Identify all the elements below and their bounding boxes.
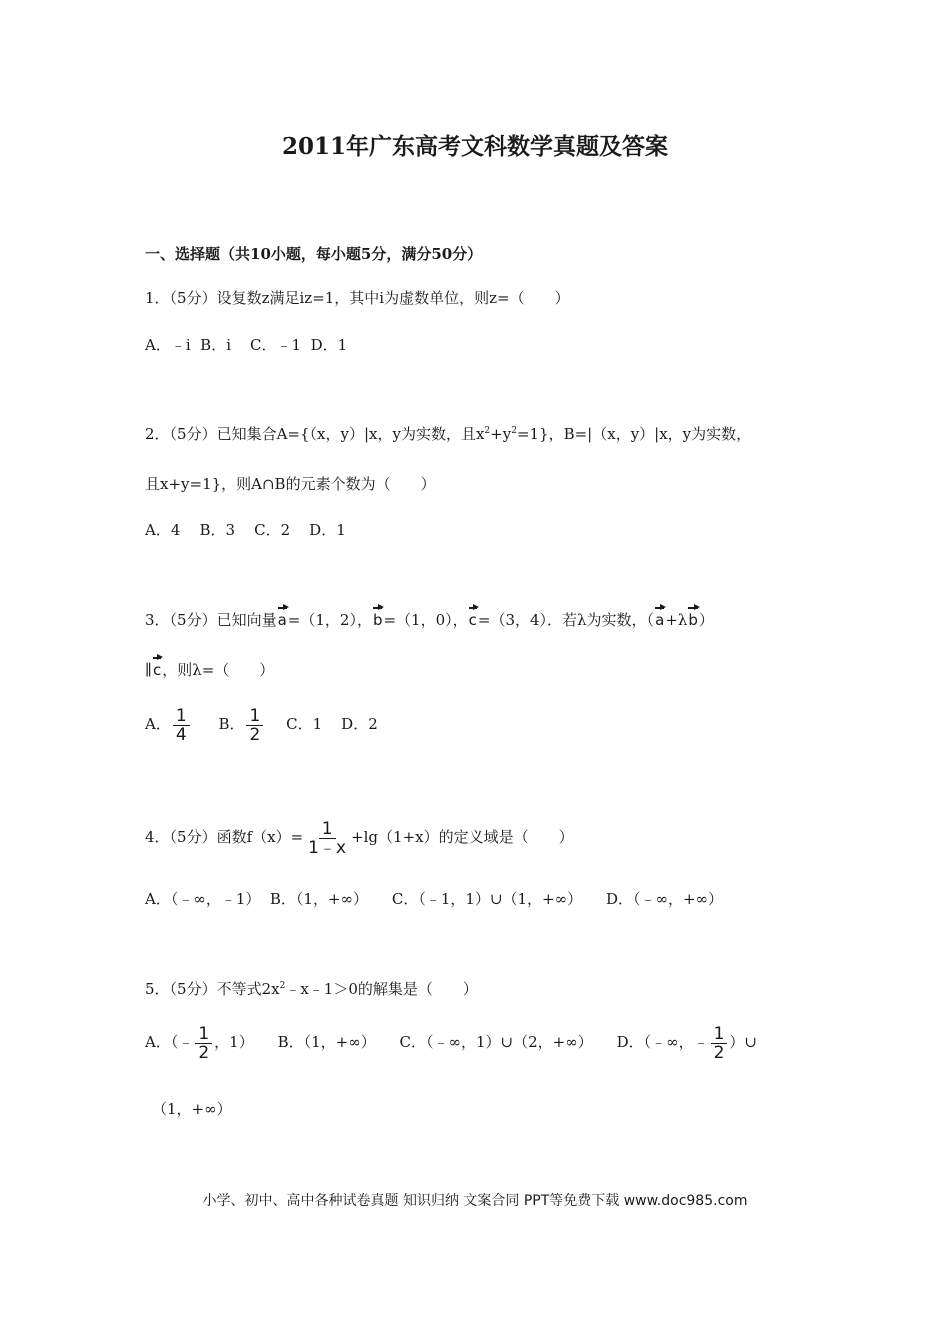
footer-text: 小学、初中、高中各种试卷真题 知识归纳 文案合同 PPT等免费下载 www.doc985.com xyxy=(202,1193,748,1209)
page-title: 2011年广东高考文科数学真题及答案 xyxy=(281,133,668,160)
question-4-options: A．（﹣∞，﹣1） B．（1，+∞） C．（﹣1，1）∪（1，+∞） D．（﹣∞，+∞） xyxy=(145,890,724,908)
vector-c: c xyxy=(469,604,477,630)
fraction-numerator: 1 xyxy=(711,1025,728,1044)
options-c-d: C．1 D．2 xyxy=(286,715,378,733)
option-a-text: A．（﹣ xyxy=(145,1033,194,1051)
option-a-label: A． xyxy=(145,715,171,733)
question-1-options: A．﹣i B．i C．﹣1 D．1 xyxy=(145,336,348,354)
option-a-text: ，1） xyxy=(214,1033,254,1051)
question-2-options: A．4 B．3 C．2 D．1 xyxy=(145,521,346,539)
section-heading: 一、选择题（共10小题，每小题5分，满分50分） xyxy=(145,245,483,263)
fraction-numerator: 1 xyxy=(195,1025,212,1044)
superscript: 2 xyxy=(279,981,286,991)
question-3-text: ，则λ=（ ） xyxy=(162,661,275,679)
question-3-options xyxy=(145,704,378,744)
fraction-numerator: 1 xyxy=(246,707,263,726)
question-2-line2: 且x+y=1}，则A∩B的元素个数为（ ） xyxy=(145,475,436,493)
fraction-denominator: 4 xyxy=(175,724,187,745)
question-4-text: 4．（5分）函数f（x）= xyxy=(145,828,304,846)
superscript: 2 xyxy=(484,426,491,436)
fraction-denominator: 2 xyxy=(713,1042,725,1063)
fraction-one-half xyxy=(711,1025,728,1062)
question-3 xyxy=(145,604,714,630)
option-d-text: ）∪ xyxy=(729,1033,757,1051)
question-5-text: 5．（5分）不等式2x xyxy=(145,980,280,998)
vector-c: c xyxy=(153,654,161,680)
fraction-denominator: 2 xyxy=(198,1042,210,1063)
option-b-label: B． xyxy=(218,715,245,733)
fraction-one-half xyxy=(195,1025,212,1062)
question-5-options-continued: （1，+∞） xyxy=(152,1100,232,1118)
vector-a: a xyxy=(278,604,287,630)
question-2 xyxy=(145,424,751,444)
question-3-text: 3．（5分）已知向量 xyxy=(145,611,277,629)
fraction-one-quarter xyxy=(173,707,190,744)
question-4-text: +lg（1+x）的定义域是（ ） xyxy=(351,828,574,846)
fraction-numerator: 1 xyxy=(319,820,336,839)
vector-b: b xyxy=(688,604,698,630)
question-3-text: ） xyxy=(698,611,714,629)
question-3-text: =（1，0）， xyxy=(383,611,468,629)
fraction-denominator: 1﹣x xyxy=(308,837,347,858)
question-3-text: +λ xyxy=(665,611,688,629)
question-4 xyxy=(145,817,574,857)
question-2-text-b: +y xyxy=(490,425,512,443)
fraction-numerator: 1 xyxy=(173,707,190,726)
fraction-denominator: 2 xyxy=(249,724,261,745)
fraction-function xyxy=(305,820,349,857)
question-2-text-c: =1}，B=|（x，y）|x，y为实数， xyxy=(516,425,752,443)
superscript: 2 xyxy=(511,426,517,436)
options-b-c-d: B．（1，+∞） C．（﹣∞，1）∪（2，+∞） D．（﹣∞，﹣ xyxy=(277,1033,709,1051)
question-5-options xyxy=(145,1022,757,1062)
parallel-symbol: ∥ xyxy=(145,661,152,679)
question-3-text: =（1，2）， xyxy=(287,611,372,629)
question-1: 1．（5分）设复数z满足iz=1，其中i为虚数单位，则z=（ ） xyxy=(145,289,570,307)
question-5-text: ﹣x﹣1＞0的解集是（ ） xyxy=(285,980,478,998)
question-5 xyxy=(145,979,478,999)
vector-a: a xyxy=(655,604,664,630)
question-3-text: =（3，4）．若λ为实数，（ xyxy=(477,611,655,629)
fraction-one-half xyxy=(246,707,263,744)
vector-b: b xyxy=(373,604,383,630)
question-3-line2 xyxy=(145,654,274,680)
question-2-text-a: 2．（5分）已知集合A={（x，y）|x，y为实数，且x xyxy=(145,425,485,443)
